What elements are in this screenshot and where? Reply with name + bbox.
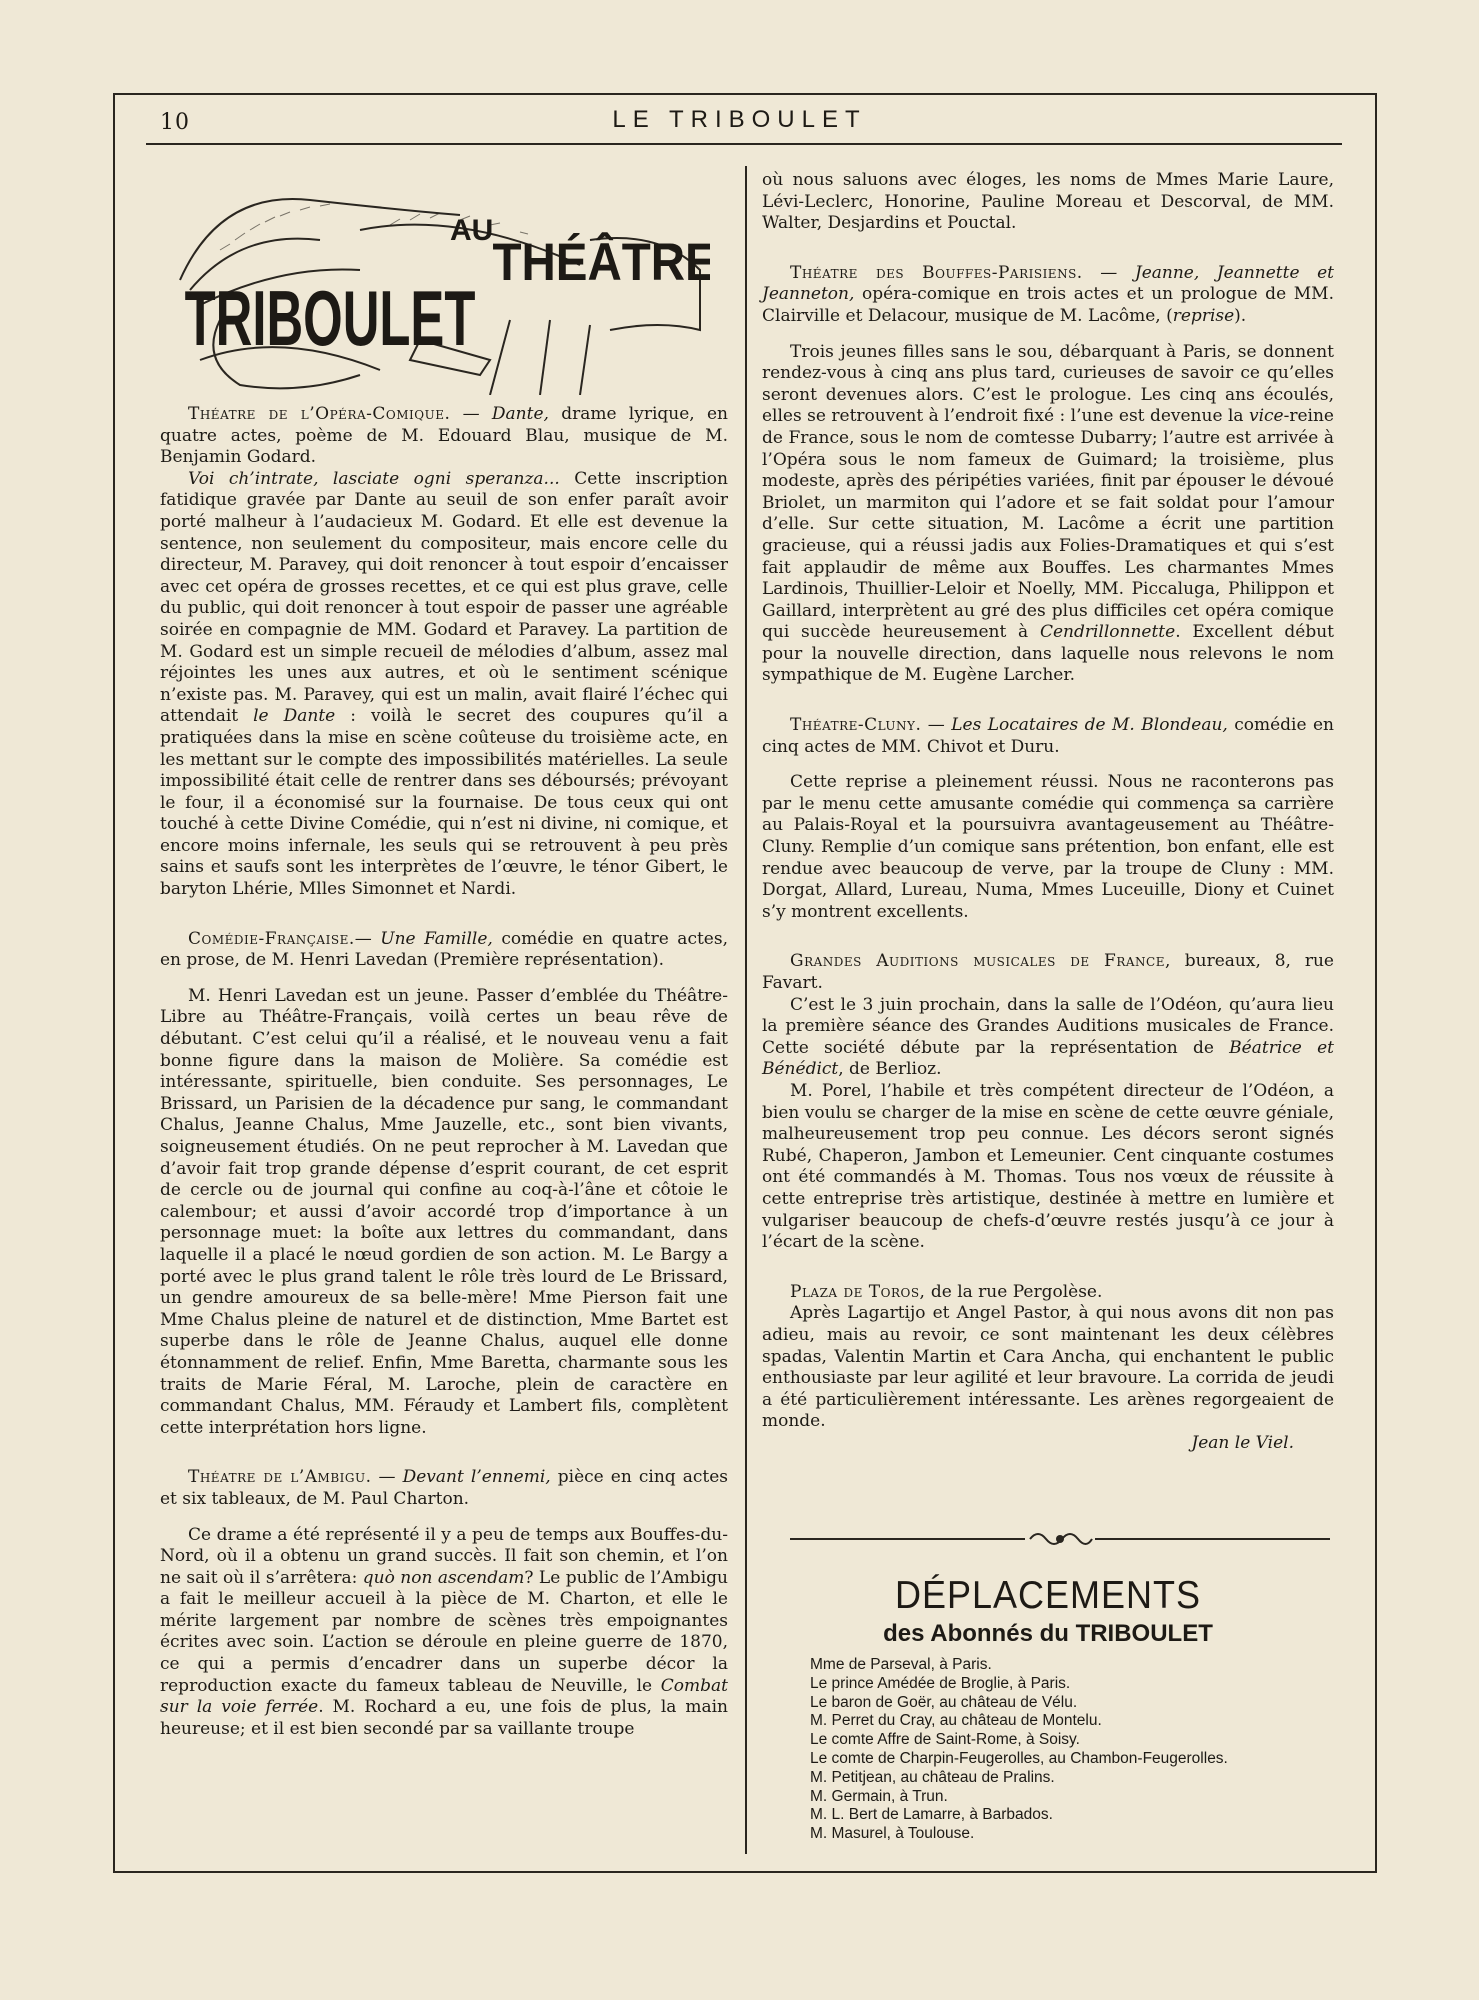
list-item: Le baron de Goër, au château de Vélu. <box>810 1693 1078 1711</box>
review-comedie-francaise-body: M. Henri Lavedan est un jeune. Passer d’emblée du Théâtre-Libre au Théâtre-Français, voilà certes un beau rêve de débutant. C’est celui qu’il a réalisé, et le nouveau venu a fait bonne figure dans la maison de Molière. Sa comédie est intéressante, spirituelle, bien conduite. Ses personnages, Le Brissard, un Parisien de la décadence pur sang, le commandant Chalus, Jeanne Chalus, Mme Jauzelle, etc., sont bien vivants, soigneusement étudiés. On ne peut reprocher à M. Lavedan que d’avoir fait trop grande dépense d’esprit courant, de cet esprit de cercle ou de journal qui confine au coq-à-l’âne et côtoie le calembour; et aussi d’avoir accordé trop d’importance à un personnage muet: la boîte aux lettres du commandant, dans laquelle il a placé le nœud gordien de son action. M. Le Bargy a porté avec le plus grand talent le rôle très lourd de Le Brissard, un gendre amoureux de sa belle-mère! Mme Pierson fait une Mme Chalus pleine de naturel et de distinction, Mme Bartet est superbe dans le rôle de Jeanne Chalus, auquel elle donne étonnamment de relief. Enfin, Mme Baretta, charmante sous les traits de Marie Féral, M. Laroche, plein de caractère en commandant Chalus, MM. Féraudy et Lambert fils, complètent cette interprétation hors ligne. <box>160 985 728 1438</box>
auditions-heading: Grandes Auditions musicales de France, bureaux, 8, rue Favart. <box>762 951 1334 993</box>
banner-title-theatre: THÉÂTRE <box>492 233 710 292</box>
list-item: M. Masurel, à Toulouse. <box>810 1825 975 1843</box>
auditions-body-2: M. Porel, l’habile et très compétent directeur de l’Odéon, a bien voulu se charger de la mise en scène de cette œuvre géniale, malheureusement trop peu connue. Les décors seront signés Rubé, Chaperon, Jambon et Lemeunier. Cent cinquante costumes ont été commandés à M. Thomas. Tous nos vœux de réussite à cette entreprise très artistique, destinée à mettre en lumière et vulgariser beaucoup de chefs-d’œuvre restés jusqu’à ce jour à l’écart de la scène. <box>762 1080 1334 1253</box>
header-rule <box>146 143 1342 145</box>
plaza-toros-heading: Plaza de Toros, de la rue Pergolèse. <box>790 1281 1103 1302</box>
review-ambigu-continued: où nous saluons avec éloges, les noms de Mmes Marie Laure, Lévi-Leclerc, Honorine, Pauline Moreau et Descorval, de MM. Walter, Desjardins et Pouctal. <box>762 170 1334 234</box>
review-bouffes-heading: Théatre des Bouffes-Parisiens. — Jeanne, Jeannette et Jeanneton, opéra-comique en trois actes et un prologue de MM. Clairville et Delacour, musique de M. Lacôme, (reprise). <box>762 262 1335 326</box>
right-column <box>762 170 1334 1454</box>
list-item: M. Germain, à Trun. <box>810 1787 948 1805</box>
list-item: M. Petitjean, au château de Pralins. <box>810 1768 1055 1786</box>
list-item: Le comte de Charpin-Feugerolles, au Chambon-Feugerolles. <box>810 1749 1228 1767</box>
review-ambigu-body: Ce drame a été représenté il y a peu de temps aux Bouffes-du-Nord, où il a obtenu un grand succès. Il fait son chemin, et l’on ne sait où il s’arrêtera: quò non ascendam? Le public de l’Ambigu a fait le meilleur accueil à la pièce de M. Charton, et elle le mérite largement par nombre de scènes très empoignantes écrites avec soin. L’action se déroule en pleine guerre de 1870, ce qui a permis d’encadrer dans un superbe décor la reproduction exacte du fameux tableau de Neuville, le Combat sur la voie ferrée. M. Rochard a eu, une fois de plus, la main heureuse; et il est bien secondé par sa vaillante troupe <box>160 1524 729 1739</box>
review-ambigu-heading: Théatre de l’Ambigu. — Devant l’ennemi, pièce en cinq actes et six tableaux, de M. Paul Charton. <box>160 1467 728 1509</box>
review-cluny-heading: Théatre-Cluny. — Les Locataires de M. Blondeau, comédie en cinq actes de MM. Chivot et Duru. <box>762 715 1334 757</box>
review-opera-comique-body: Voi ch’intrate, lasciate ogni speranza... Cette inscription fatidique gravée par Dante au seuil de son enfer paraît avoir porté malheur à l’audacieux M. Godard. Et elle est devenue la sentence, non seulement du compositeur, mais encore celle du directeur, M. Paravey, qui doit renoncer à tout espoir d’encaisser avec cet opéra de grosses recettes, et ce qui est plus grave, celle du public, qui doit renoncer à tout espoir de passer une agréable soirée en compagnie de MM. Godard et Paravey. La partition de M. Godard est un simple recueil de mélodies d’album, assez mal réjointes les unes aux autres, et où le sentiment scénique n’existe pas. M. Paravey, qui est un malin, avait flairé l’échec qui attendait le Dante : voilà le secret des coupures qu’il a pratiquées dans la mise en scène coûteuse du troisième acte, en les mettant sur le compte des impossibilités matérielles. La seule impossibilité était celle de rentrer dans ses déboursés; prévoyant le four, il a économisé sur la fournaise. De tous ceux qui ont touché à cette Divine Comédie, qui n’est ni divine, ni comique, et encore moins infernale, les seuls qui se retrouvent à peu près sains et saufs sont les interprètes de l’œuvre, le ténor Gibert, le baryton Lhérie, Mlles Simonnet et Nardi. <box>160 468 728 900</box>
list-item: M. Perret du Cray, au château de Montelu. <box>810 1712 1102 1730</box>
author-signature: Jean le Viel. <box>1191 1432 1294 1453</box>
running-title: LE TRIBOULET <box>612 106 867 133</box>
deplacements-subtitle: des Abonnés du TRIBOULET <box>883 1620 1213 1647</box>
ornament-divider <box>790 1527 1330 1551</box>
review-cluny-body: Cette reprise a pleinement réussi. Nous ne raconterons pas par le menu cette amusante comédie qui commença sa carrière au Palais-Royal et la poursuivra avantageusement au Théâtre-Cluny. Remplie d’un comique sans prétention, bon enfant, elle est rendue avec beaucoup de verve, par la troupe de Cluny : MM. Dorgat, Allard, Lureau, Numa, Mmes Luceuille, Diony et Cuinet s’y montrent excellents. <box>762 772 1334 922</box>
auditions-body-1: C’est le 3 juin prochain, dans la salle de l’Odéon, qu’aura lieu la première séance des Grandes Auditions musicales de France. Cette société débute par la représentation de Béatrice et Bénédict, de Berlioz. <box>762 994 1334 1080</box>
list-item: Le comte Affre de Saint-Rome, à Soisy. <box>810 1731 1080 1749</box>
column-rule <box>745 166 747 1854</box>
review-comedie-francaise-heading: Comédie-Française.— Une Famille, comédie en quatre actes, en prose, de M. Henri Lavedan (Première représentation). <box>160 928 728 971</box>
review-bouffes-body: Trois jeunes filles sans le sou, débarquant à Paris, se donnent rendez-vous à cinq ans plus tard, curieuses de savoir ce qu’elles seront devenues alors. C’est le prologue. Les cinq ans écoulés, elles se retrouvent à l’endroit fixé : l’une est devenue la vice-reine de France, sous le nom de comtesse Dubarry; l’autre est arrivée à l’Opéra sous le nom fameux de Guimard; la troisième, plus modeste, après des péripéties variées, finit par épouser le dévoué Briolet, un marmiton qui l’adore et se fait soldat pour l’amour d’elle. Sur cette situation, M. Lacôme a écrit une partition gracieuse, qui a réussi jadis aux Folies-Dramatiques et qui s’est fait applaudir de même aux Bouffes. Les charmantes Mmes Lardinois, Thuillier-Leloir et Noelly, MM. Piccaluga, Philippon et Gaillard, interprètent au gré des plus difficiles cet opéra comique qui succède heureusement à Cendrillonnette. Excellent début pour la nouvelle direction, dans laquelle nous relevons le nom sympathique de M. Eugène Larcher. <box>762 341 1334 686</box>
banner-title-au: AU <box>450 214 494 247</box>
list-item: M. L. Bert de Lamarre, à Barbados. <box>810 1806 1053 1824</box>
list-item: Le prince Amédée de Broglie, à Paris. <box>810 1674 1071 1692</box>
page-number: 10 <box>160 110 190 135</box>
section-banner <box>160 170 710 395</box>
banner-title-triboulet: TRIBOULET <box>184 275 476 362</box>
list-item: Mme de Parseval, à Paris. <box>810 1656 992 1673</box>
left-column <box>160 404 728 1740</box>
banner-illustration <box>160 170 710 395</box>
plaza-toros-body: Après Lagartijo et Angel Pastor, à qui nous avons dit non pas adieu, mais au revoir, ce sont maintenant les deux célèbres spadas, Valentin Martin et Cara Ancha, qui enchantent le public enthousiaste par leur agilité et leur bravoure. La corrida de jeudi a été particulièrement intéressante. Les arènes regorgeaient de monde. <box>762 1303 1334 1432</box>
deplacements-title: DÉPLACEMENTS <box>894 1572 1202 1617</box>
abonnes-list <box>810 1656 1350 1844</box>
review-opera-comique-heading: Théatre de l’Opéra-Comique. — Dante, drame lyrique, en quatre actes, poème de M. Edouard Blau, musique de M. Benjamin Godard. <box>160 404 728 468</box>
